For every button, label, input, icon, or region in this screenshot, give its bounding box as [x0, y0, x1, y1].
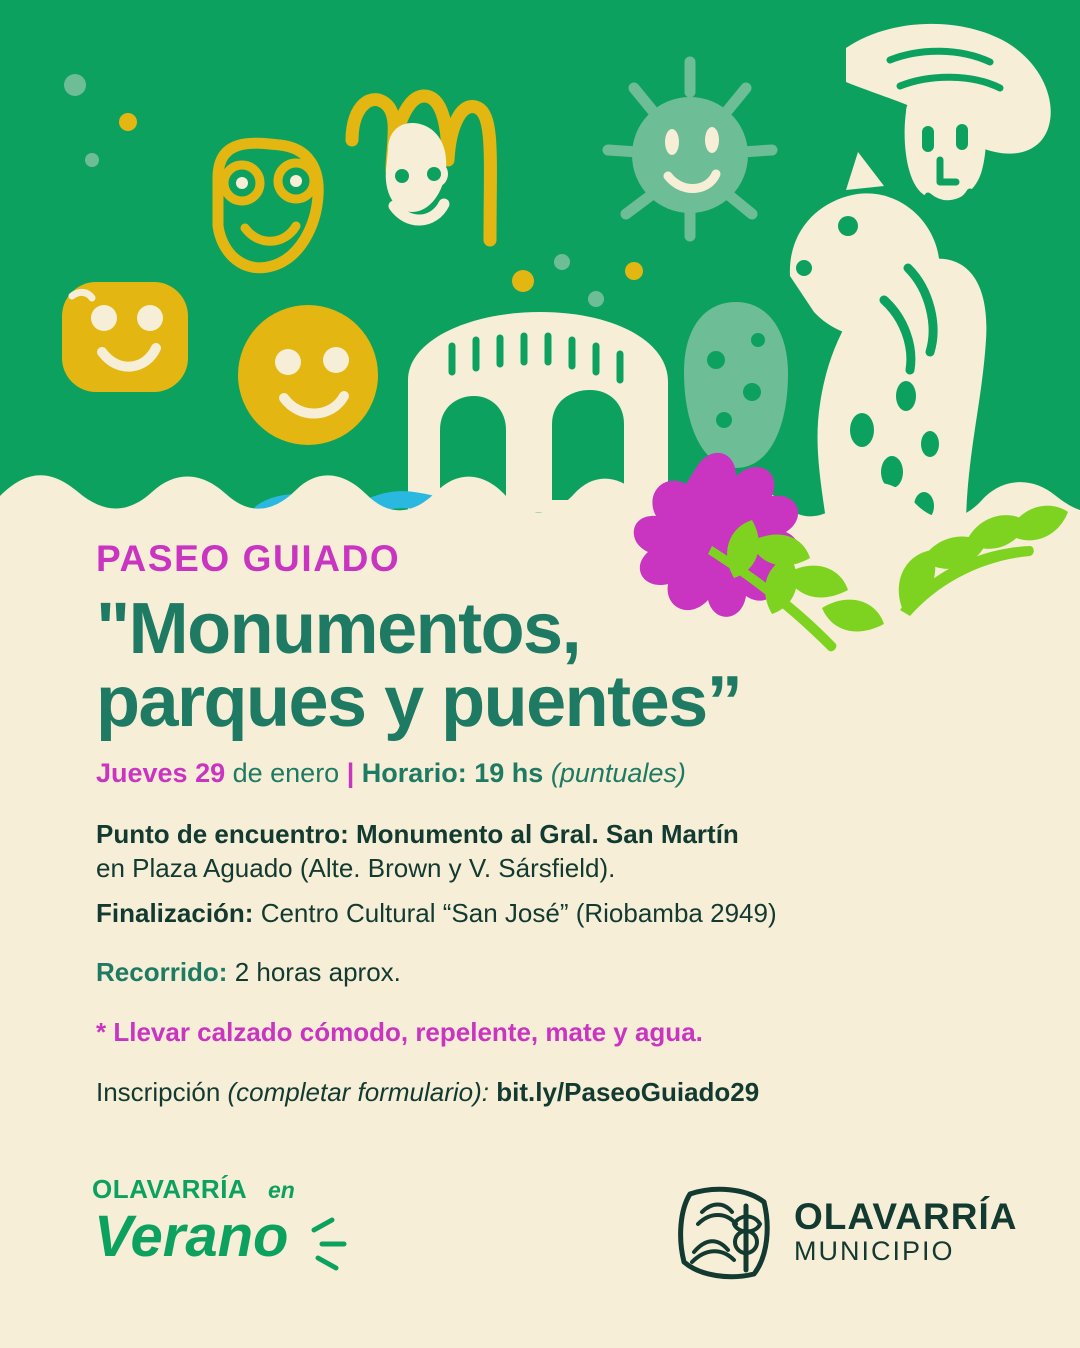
municipio-line2: MUNICIPIO: [794, 1235, 955, 1266]
dot-decoration: [625, 262, 643, 280]
ending-point-label: Finalización:: [96, 897, 254, 928]
signup-label: Inscripción: [96, 1076, 221, 1107]
municipio-emblem-icon: [672, 1180, 776, 1284]
meeting-point: [96, 817, 984, 886]
verano-logo-artwork: [92, 1172, 352, 1282]
footer: [0, 1172, 1080, 1292]
dot-decoration: [512, 270, 534, 292]
poster-content: [0, 540, 1080, 1109]
dot-decoration: [554, 254, 570, 270]
title-line-1: "Monumentos,: [96, 589, 581, 669]
municipio-logo: [672, 1180, 1017, 1284]
meeting-point-detail: en Plaza Aguado (Alte. Brown y V. Sársfield).: [96, 853, 616, 884]
verano-logo-line2: en: [268, 1177, 295, 1203]
route-duration: [96, 956, 984, 990]
datetime-separator: |: [346, 757, 362, 788]
meeting-point-label: Punto de encuentro: Monumento al Gral. San Martín: [96, 818, 739, 849]
sparkle-icon: [314, 1220, 344, 1268]
ending-point-detail: Centro Cultural “San José” (Riobamba 2949): [253, 897, 777, 928]
gear-note: * Llevar calzado cómodo, repelente, mate y agua.: [96, 1016, 703, 1047]
datetime-line: [96, 756, 984, 791]
signup-parenthetical: (completar formulario):: [220, 1076, 497, 1107]
sun-character-icon: [608, 62, 772, 236]
municipio-wordmark: [794, 1195, 1018, 1267]
route-value: 2 horas aprox.: [227, 956, 401, 987]
dot-decoration: [588, 291, 604, 307]
signup-link[interactable]: bit.ly/PaseoGuiado29: [496, 1076, 760, 1107]
round-face-icon: [238, 305, 378, 445]
route-label: Recorrido:: [96, 956, 228, 987]
title-line-2: parques y puentes”: [96, 662, 742, 743]
dot-decoration: [85, 153, 99, 167]
event-time-note: (puntuales): [543, 757, 686, 788]
verano-logo-line1: OLAVARRÍA: [92, 1174, 248, 1204]
olavarria-verano-logo: [92, 1172, 352, 1282]
event-month: de enero: [225, 757, 347, 788]
page-title: [96, 589, 956, 743]
signup-line: [96, 1076, 984, 1110]
square-face-icon: [62, 282, 188, 392]
kicker-label: PASEO GUIADO: [96, 538, 401, 579]
dot-decoration: [119, 113, 137, 131]
event-day: Jueves 29: [96, 757, 226, 788]
event-time: Horario: 19 hs: [361, 757, 544, 788]
municipio-line1: OLAVARRÍA: [794, 1195, 1018, 1237]
dot-decoration: [64, 74, 86, 96]
verano-logo-line3: Verano: [94, 1204, 289, 1269]
ending-point: [96, 896, 984, 930]
